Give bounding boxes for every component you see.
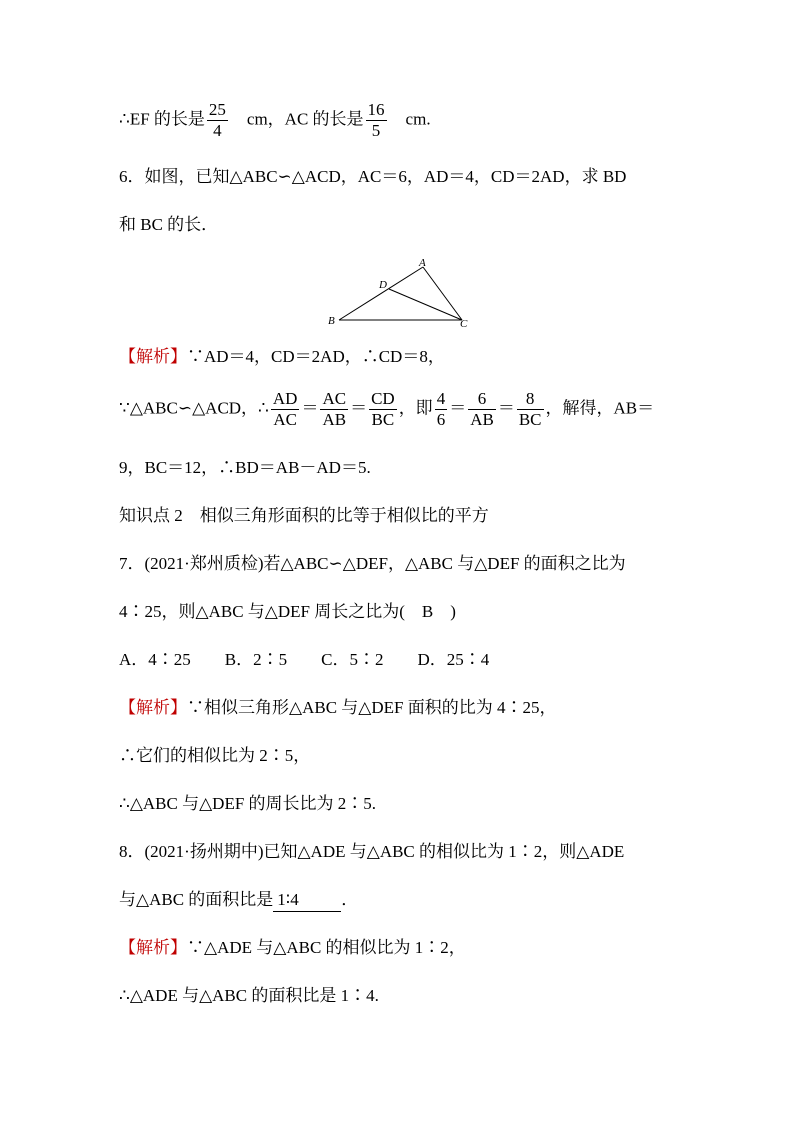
q7-solution-line1: 【解析】∵相似三角形△ABC 与△DEF 面积的比为 4∶25，	[119, 698, 557, 717]
text: cm，AC 的长是	[229, 109, 364, 129]
q6-line1: 6．如图，已知△ABC∽△ACD，AC＝6，AD＝4，CD＝2AD，求 BD	[119, 167, 627, 186]
fraction-cd-bc: $\frac{CD}{BC}$	[371, 389, 395, 429]
sol6-line2: ∵△ABC∽△ACD，∴ $\frac{AD}{AC}$ ＝ $\frac{AC}{AB}$ ＝ $\frac{CD}{BC}$ ，即 $\frac{4}{6}$ ＝ $\frac{6}{AB}$ ＝ $\frac{8}{BC}$ ，解得，AB＝	[119, 389, 655, 429]
knowledge-point-2: 知识点 2 相似三角形面积的比等于相似比的平方	[119, 506, 489, 525]
q7-line2: 4∶25，则△ABC 与△DEF 周长之比为( B )	[119, 602, 456, 621]
q8-solution-line2: ∴△ADE 与△ABC 的面积比是 1∶4.	[119, 986, 379, 1005]
label-a: A	[419, 257, 426, 269]
fraction-ad-ac: $\frac{AD}{AC}$	[272, 389, 298, 429]
fraction-ac-ab: $\frac{AC}{AB}$	[322, 389, 347, 429]
ef-ac-result-line	[119, 100, 431, 141]
q7-solution-line2: ∴它们的相似比为 2∶5，	[119, 746, 311, 765]
q7-options: A．4∶25 B．2∶5 C．5∶2 D．25∶4	[119, 650, 490, 669]
label-d: D	[379, 279, 387, 291]
fraction-4-6: $\frac{4}{6}$	[436, 389, 446, 429]
label-c: C	[460, 318, 468, 330]
q7-line1: 7．(2021·郑州质检)若△ABC∽△DEF，△ABC 与△DEF 的面积之比为	[119, 554, 626, 573]
fraction-25-4: $\frac{25}{4}$	[208, 100, 226, 140]
label-b: B	[328, 315, 335, 327]
text: cm.	[388, 109, 431, 129]
q7-answer: B	[421, 602, 434, 621]
q8-line2: 与△ABC 的面积比是 1∶4 ．	[119, 889, 358, 912]
sol6-line1: 【解析】∵AD＝4，CD＝2AD，∴CD＝8，	[119, 347, 445, 366]
sol6-line3: 9，BC＝12，∴BD＝AB－AD＝5.	[119, 458, 371, 477]
q8-line1: 8．(2021·扬州期中)已知△ADE 与△ABC 的相似比为 1∶2，则△ADE	[119, 842, 625, 861]
q8-answer-blank: 1∶4	[273, 889, 341, 912]
q6-line2: 和 BC 的长．	[119, 215, 219, 234]
fraction-8-bc: $\frac{8}{BC}$	[518, 389, 542, 429]
text: ∴EF 的长是	[119, 109, 205, 129]
analysis-tag: 【解析】	[119, 347, 187, 366]
fraction-6-ab: $\frac{6}{AB}$	[470, 389, 494, 429]
triangle-figure	[320, 254, 480, 332]
q7-solution-line3: ∴△ABC 与△DEF 的周长比为 2∶5.	[119, 794, 377, 813]
segment-ba	[339, 267, 423, 320]
analysis-tag: 【解析】	[119, 698, 187, 717]
fraction-16-5: $\frac{16}{5}$	[367, 100, 385, 140]
analysis-tag: 【解析】	[119, 938, 187, 957]
q8-solution-line1: 【解析】∵△ADE 与△ABC 的相似比为 1∶2，	[119, 938, 466, 957]
